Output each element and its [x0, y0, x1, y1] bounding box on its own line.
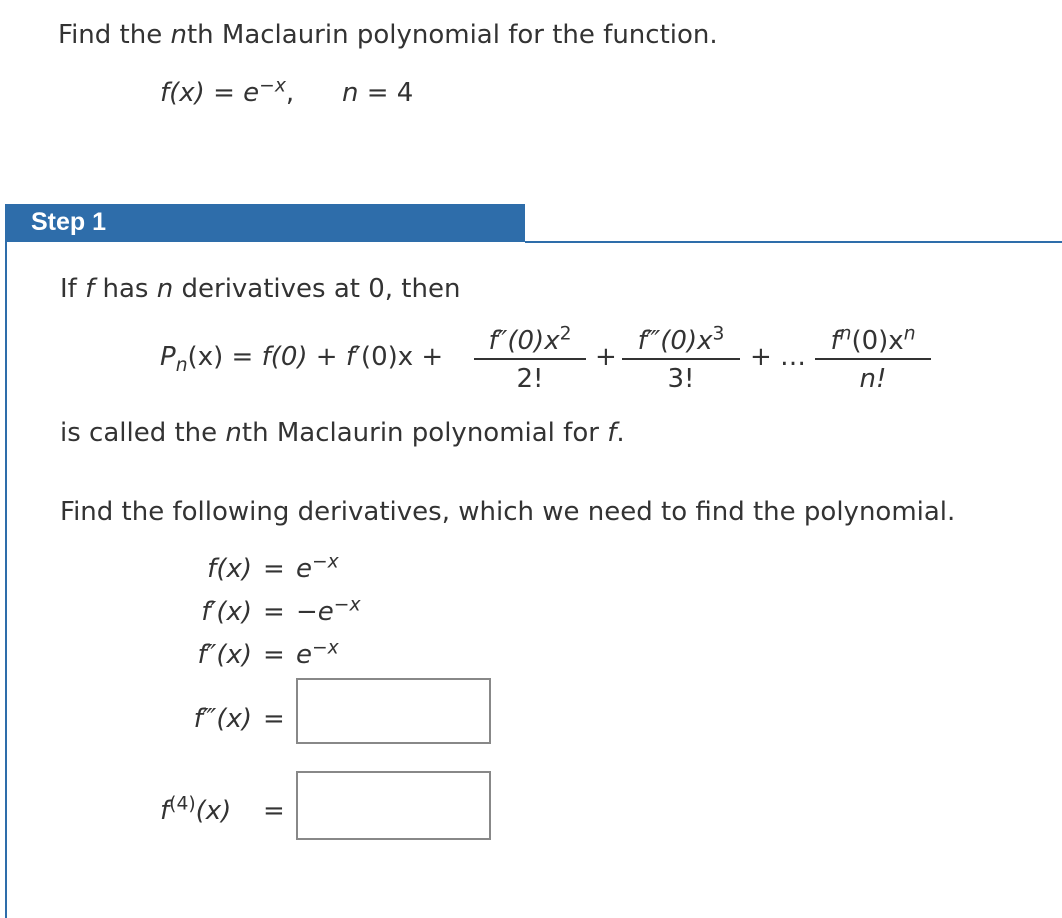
derivative-f2-lhs: f″(x): [197, 640, 252, 670]
function-definition: $f(x) = e^{-x}$,: [160, 75, 295, 108]
derivatives-instruction: Find the following derivatives, which we need to find the polynomial.: [60, 497, 956, 527]
called-line: is called the nth Maclaurin polynomial for f.: [60, 418, 625, 448]
step-header: [5, 204, 525, 242]
derivative-f-lhs: f(x): [207, 554, 252, 584]
derivative-f4-eq: =: [263, 796, 285, 826]
maclaurin-formula-lhs: $P_n(x) = f(0) + f'(0)x$ +: [160, 342, 444, 377]
n-variable: n: [170, 20, 187, 50]
derivative-f1-rhs: $-e^{-x}$: [296, 594, 361, 627]
problem-instruction: Find the nth Maclaurin polynomial for the function.: [58, 20, 718, 50]
derivative-f4-lhs: $f^{(4)}(x)$: [160, 793, 232, 826]
derivative-f2-eq: =: [263, 640, 285, 670]
step-title: Step 1: [31, 208, 107, 236]
n-value: n = 4: [342, 78, 414, 108]
derivative-f1-eq: =: [263, 597, 285, 627]
function-eq: =: [213, 78, 235, 108]
fraction-nth-term: $f^n(0)x^n$ n!: [815, 326, 931, 394]
derivative-f3-lhs: f‴(x): [193, 704, 252, 734]
step-left-border: [5, 242, 7, 918]
third-derivative-answer-input[interactable]: [296, 678, 491, 744]
fraction-third-term: $f‴(0)x^3$ 3!: [622, 326, 740, 394]
derivative-f1-lhs: f′(x): [201, 597, 252, 627]
function-base: e: [243, 78, 260, 108]
step-header-rule: [525, 241, 1062, 243]
fraction-second-term: $f''(0)x^2$ 2!: [474, 326, 586, 394]
plus-sign: +: [595, 342, 617, 372]
derivative-f2-rhs: $e^{-x}$: [296, 637, 339, 670]
function-exponent: −x: [259, 75, 286, 97]
ellipsis-plus: + …: [750, 342, 807, 372]
derivative-f-rhs: $e^{-x}$: [296, 551, 339, 584]
step-intro: If f has n derivatives at 0, then: [60, 274, 461, 304]
derivative-f-eq: =: [263, 554, 285, 584]
function-lhs: f(x): [160, 78, 205, 108]
fourth-derivative-answer-input[interactable]: [296, 771, 491, 840]
derivative-f3-eq: =: [263, 704, 285, 734]
